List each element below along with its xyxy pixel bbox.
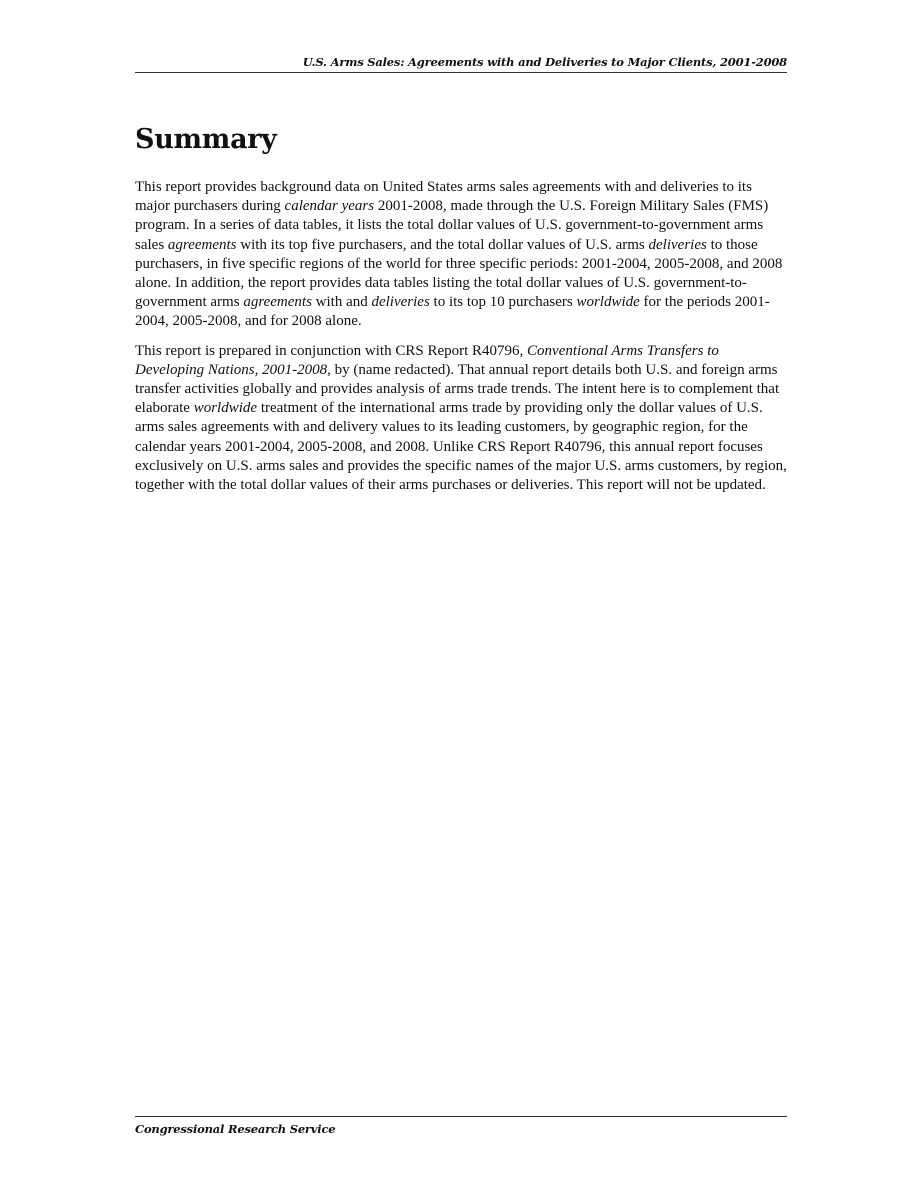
page-footer: Congressional Research Service <box>135 1116 787 1136</box>
emphasis-run: agreements <box>167 236 237 253</box>
text-run: to those purchasers, in five specific regions of the world for three specific periods: 2001-2004, 2005-2008, and 2008 alone. In addition, the report provides data tables listing the total dollar values of U.S. government-to-government arms <box>135 236 783 311</box>
emphasis-run: calendar years <box>284 198 375 215</box>
emphasis-run: deliveries <box>371 294 430 311</box>
text-run: treatment of the international arms trade by providing only the dollar values of U.S. arms sales agreements with and delivery values to its leading customers, by geographic region, for the calendar years 2001-2004, 2005-2008, and 2008. Unlike CRS Report R40796, this annual report focuses exclusively on U.S. arms sales and provides the specific names of the major U.S. arms customers, by region, together with the total dollar values of their arms purchases or deliveries. This report will not be updated. <box>135 400 787 494</box>
emphasis-run: deliveries <box>648 236 707 253</box>
emphasis-run: agreements <box>243 294 312 311</box>
report-title-italic: Conventional Arms Transfers to Developing Nations, 2001-2008 <box>135 342 719 378</box>
text-run: for the periods 2001-2004, 2005-2008, and for 2008 alone. <box>135 294 770 330</box>
text-run: 2001-2008, made through the U.S. Foreign Military Sales (FMS) program. In a series of data tables, it lists the total dollar values of U.S. government-to-government arms sales <box>135 198 769 253</box>
text-run: with and <box>311 294 372 311</box>
summary-paragraph-1 <box>135 178 787 332</box>
running-header: U.S. Arms Sales: Agreements with and Deliveries to Major Clients, 2001-2008 <box>135 55 787 73</box>
text-run: with its top five purchasers, and the total dollar values of U.S. arms <box>236 236 649 253</box>
summary-paragraph-2 <box>135 342 787 496</box>
text-run: to its top 10 purchasers <box>429 294 577 311</box>
text-run: This report is prepared in conjunction with CRS Report R40796, <box>135 342 528 359</box>
emphasis-run: worldwide <box>193 400 258 417</box>
summary-body <box>135 178 787 505</box>
emphasis-run: worldwide <box>576 294 640 311</box>
page-title: Summary <box>135 124 277 155</box>
text-run: This report provides background data on United States arms sales agreements with and deliveries to its major purchasers during <box>135 179 752 215</box>
text-run: , by (name redacted). That annual report details both U.S. and foreign arms transfer activities globally and provides analysis of arms trade trends. The intent here is to complement that elaborate <box>135 361 780 417</box>
